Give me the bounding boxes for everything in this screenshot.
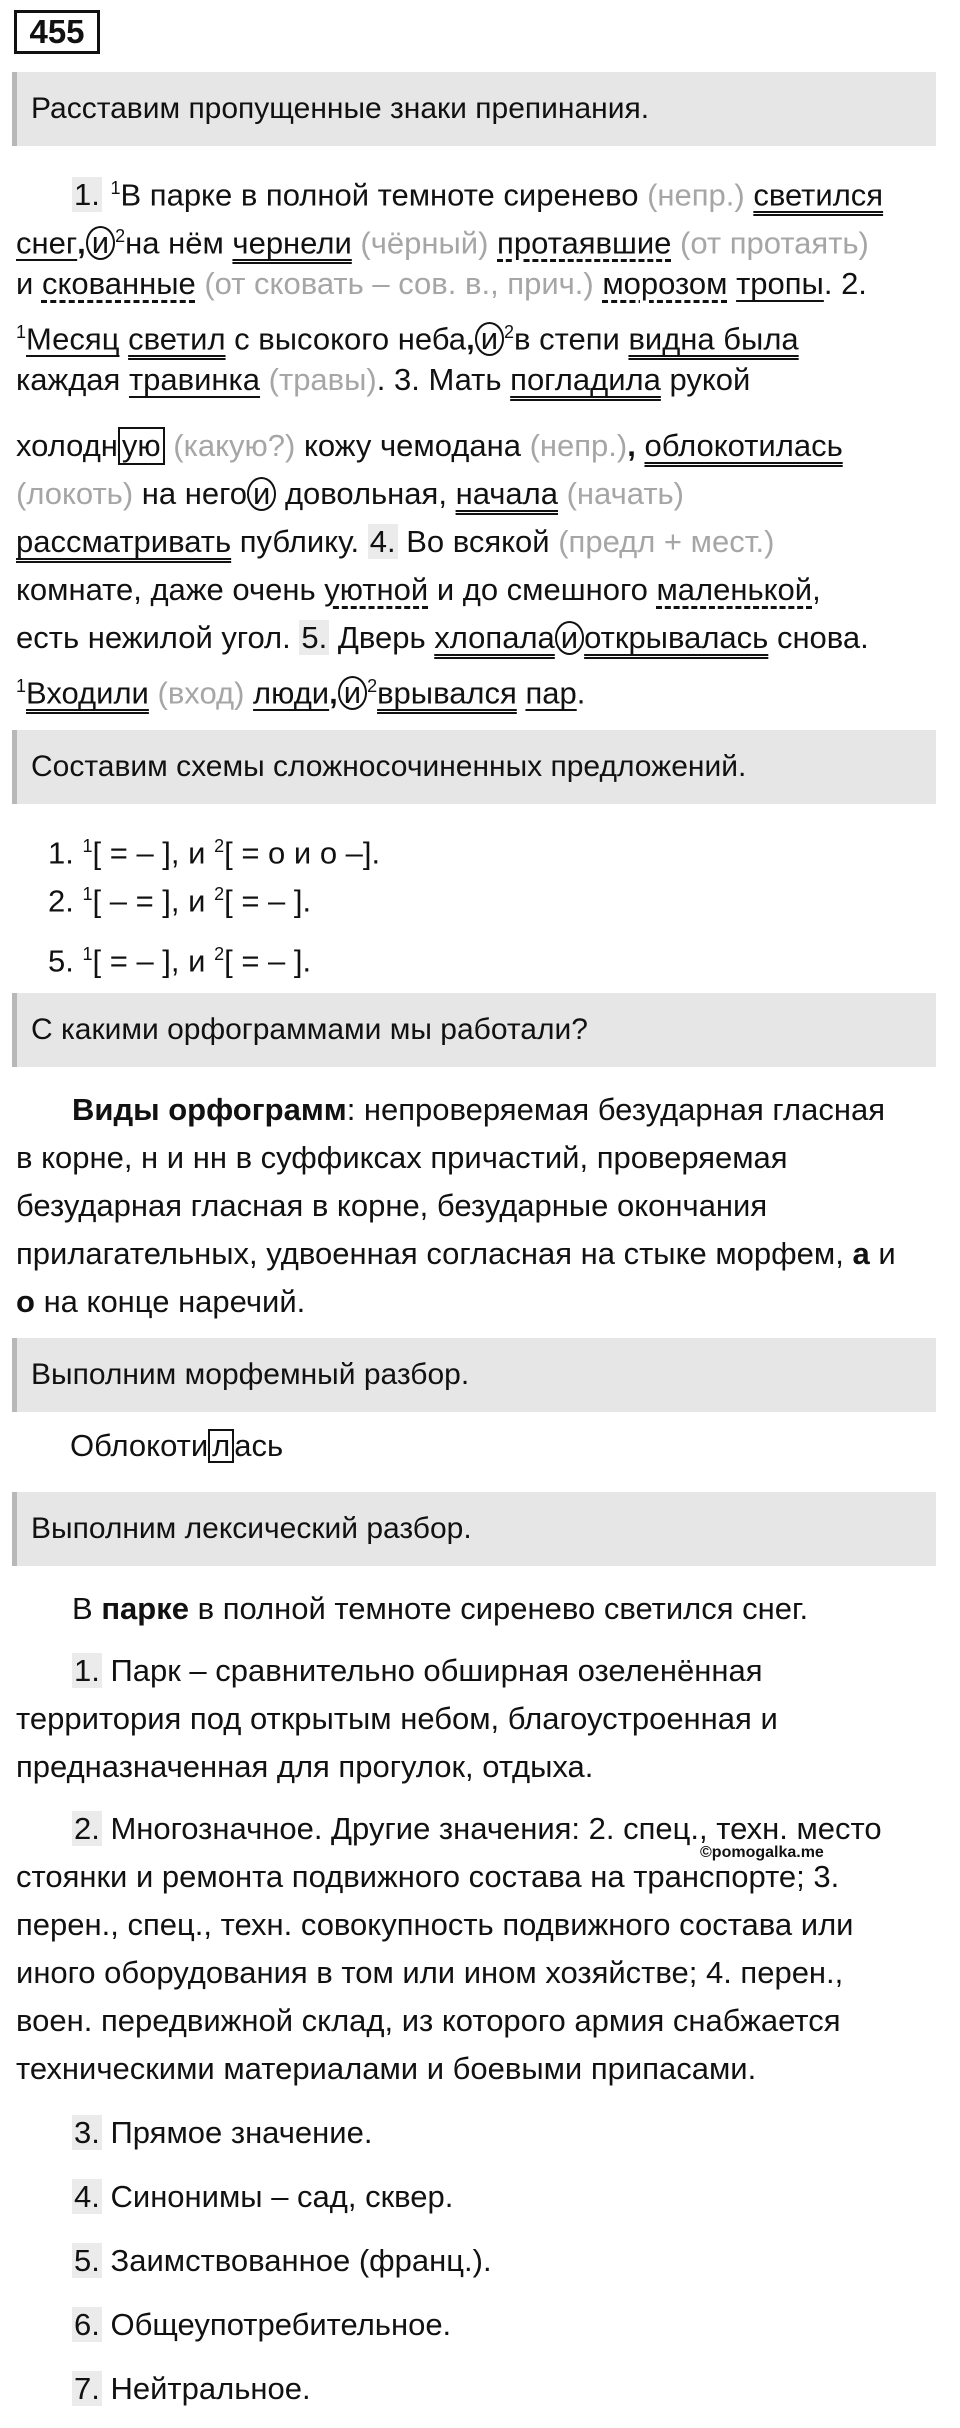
lexical-item: 2. Многозначное. Другие значения: 2. спец., техн. место — [74, 1811, 882, 1846]
lexical-item: 5. Заимствованное (франц.). — [74, 2243, 492, 2278]
text-line: территория под открытым небом, благоустроенная и — [16, 1701, 778, 1736]
lexical-item: 7. Нейтральное. — [74, 2371, 311, 2406]
schemes-list — [16, 822, 936, 978]
section-header-orthograms: С какими орфограммами мы работали? — [12, 993, 936, 1067]
exercise-number: 455 — [14, 10, 100, 54]
scheme-item: 2. $^1$[ – = ], и $^2$[ = – ]. — [48, 883, 312, 919]
section-header-punctuation: Расставим пропущенные знаки препинания. — [12, 72, 936, 146]
text-line: есть нежилой угол. 5. Дверь хлопала и открывалась снова. — [16, 620, 869, 655]
text-line: воен. передвижной склад, из которого армия снабжается — [16, 2003, 841, 2038]
watermark: ©pomogalka.me — [700, 1844, 824, 1861]
lexical-item: 4. Синонимы – сад, сквер. — [74, 2179, 454, 2214]
lexical-item: 6. Общеупотребительное. — [74, 2307, 452, 2342]
text-line: безударная гласная в корне, безударные окончания — [16, 1188, 768, 1223]
text-line: $^1$Входили (вход) люди, и $^2$врывался пар. — [16, 675, 586, 711]
text-line: (локоть) на него и довольная, начала (начать) — [16, 476, 684, 511]
text-line: иного оборудования в том или ином хозяйстве; 4. перен., — [16, 1955, 844, 1990]
section-header-lexical: Выполним лексический разбор. — [12, 1492, 936, 1566]
text-line: перен., спец., техн. совокупность подвижного состава или — [16, 1907, 854, 1942]
lexical-sentence: В парке в полной темноте сиренево светился снег. — [72, 1591, 809, 1626]
lexical-item: 1. Парк – сравнительно обширная озеленённая — [74, 1653, 763, 1688]
text-line: каждая травинка (травы). 3. Мать погладила рукой — [16, 362, 751, 397]
text-line: Виды орфограмм: непроверяемая безударная гласная — [72, 1092, 886, 1127]
text-line: снег, и $^2$на нём чернели (чёрный) протаявшие (от протаять) — [16, 225, 869, 261]
morpheme-word: Облокоти л ась — [70, 1428, 284, 1463]
text-line: прилагательных, удвоенная согласная на стыке морфем, а и — [16, 1236, 896, 1271]
section-header-morpheme: Выполним морфемный разбор. — [12, 1338, 936, 1412]
lexical-block — [16, 1585, 936, 2413]
text-line: стоянки и ремонта подвижного состава на транспорте; 3. — [16, 1859, 840, 1894]
text-line: техническими материалами и боевыми припасами. — [16, 2051, 757, 2086]
section-header-schemes: Составим схемы сложносочиненных предложений. — [12, 730, 936, 804]
orthograms-text — [16, 1086, 936, 1326]
text-line: рассматривать публику. 4. Во всякой (предл + мест.) — [16, 524, 775, 559]
scheme-item: 5. $^1$[ = – ], и $^2$[ = – ]. — [48, 943, 312, 979]
lexical-item: 3. Прямое значение. — [74, 2115, 373, 2150]
text-line: $^1$Месяц светил с высокого неба, и $^2$в степи видна была — [16, 321, 799, 357]
text-line: в корне, н и нн в суффиксах причастий, проверяемая — [16, 1140, 788, 1175]
text-line: комнате, даже очень уютной и до смешного маленькой, — [16, 572, 821, 607]
text-block — [16, 164, 936, 710]
text-line: 1. $^1$В парке в полной темноте сиренево (непр.) светился — [74, 177, 884, 213]
text-line: холодн ую (какую?) кожу чемодана (непр.), облокотилась — [16, 428, 843, 463]
text-line: и скованные (от сковать – сов. в., прич.) морозом тропы. 2. — [16, 266, 867, 301]
text-line: предназначенная для прогулок, отдыха. — [16, 1749, 594, 1784]
text-line: о на конце наречий. — [16, 1284, 306, 1319]
scheme-item: 1. $^1$[ = – ], и $^2$[ = о и о –]. — [48, 835, 381, 871]
